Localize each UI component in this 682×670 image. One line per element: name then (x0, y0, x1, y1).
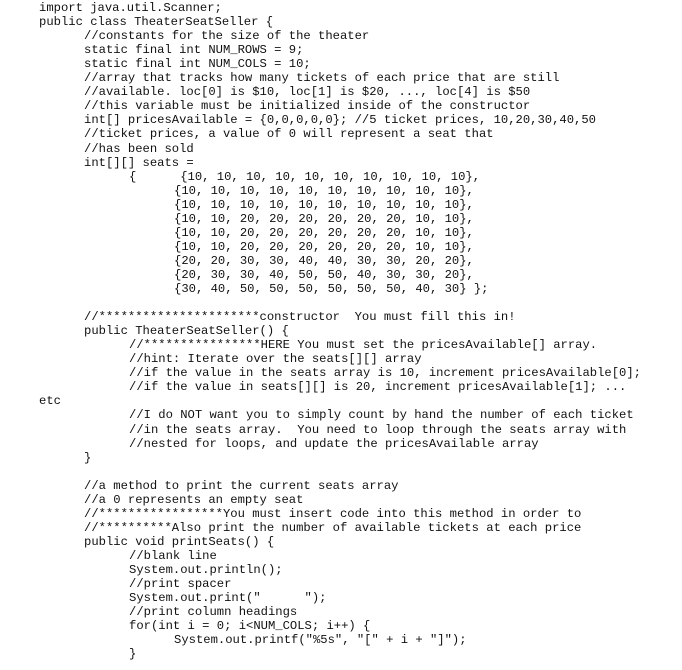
code-line: //I do NOT want you to simply count by hand the number of each ticket (129, 408, 634, 423)
code-line: static final int NUM_ROWS = 9; (84, 43, 304, 58)
code-line: //ticket prices, a value of 0 will represent a seat that (84, 127, 494, 142)
code-line: etc (39, 394, 61, 409)
code-line: //this variable must be initialized inside of the constructor (84, 99, 531, 114)
code-line: //constants for the size of the theater (84, 29, 370, 44)
code-line: //****************HERE You must set the pricesAvailable[] array. (129, 338, 598, 353)
code-line: for(int i = 0; i<NUM_COLS; i++) { (129, 619, 371, 634)
code-line: int[][] seats = (84, 155, 194, 170)
code-line: //print column headings (129, 605, 298, 620)
code-line: //blank line (129, 548, 217, 563)
code-line: //a 0 represents an empty seat (84, 492, 304, 507)
code-line: //**********************constructor You must fill this in! (84, 310, 516, 325)
code-line: {10, 10, 10, 10, 10, 10, 10, 10, 10, 10}, (174, 183, 474, 198)
code-line: //if the value in seats[][] is 20, increment pricesAvailable[1]; ... (129, 380, 627, 395)
code-line: System.out.print(" "); (129, 591, 327, 606)
code-line: //has been sold (84, 141, 194, 156)
code-line: {20, 30, 30, 40, 50, 50, 40, 30, 30, 20}, (174, 267, 474, 282)
code-line: {10, 10, 20, 20, 20, 20, 20, 20, 10, 10}, (174, 239, 474, 254)
code-line: //*****************You must insert code into this method in order to (84, 506, 582, 521)
code-line: //available. loc[0] is $10, loc[1] is $20, ..., loc[4] is $50 (84, 85, 531, 100)
code-line: } (129, 647, 137, 662)
code-line: //print spacer (129, 577, 232, 592)
code-line: System.out.printf("%5s", "[" + i + "]"); (174, 633, 467, 648)
code-line: //in the seats array. You need to loop through the seats array with (129, 422, 627, 437)
code-line: {30, 40, 50, 50, 50, 50, 50, 50, 40, 30} }; (174, 282, 489, 296)
code-line: } (84, 450, 92, 465)
code-line: //array that tracks how many tickets of each price that are still (84, 71, 560, 86)
code-line: public class TheaterSeatSeller { (39, 15, 274, 30)
code-line: {10, 10, 20, 20, 20, 20, 20, 20, 10, 10}, (174, 225, 474, 240)
code-line: //**********Also print the number of available tickets at each price (84, 520, 582, 535)
code-line: public TheaterSeatSeller() { (84, 324, 289, 339)
code-line: //a method to print the current seats array (84, 478, 399, 493)
code-line: {10, 10, 20, 20, 20, 20, 20, 20, 10, 10}, (174, 211, 474, 226)
code-line: //hint: Iterate over the seats[][] array (129, 352, 422, 367)
code-line: static final int NUM_COLS = 10; (84, 57, 311, 72)
code-line: public void printSeats() { (84, 534, 275, 549)
code-line: import java.util.Scanner; (39, 1, 222, 15)
code-line: int[] pricesAvailable = {0,0,0,0,0}; //5 ticket prices, 10,20,30,40,50 (84, 113, 596, 128)
code-line: {20, 20, 30, 30, 40, 40, 30, 30, 20, 20}, (174, 253, 474, 268)
code-line: {10, 10, 10, 10, 10, 10, 10, 10, 10, 10}, (174, 197, 474, 212)
code-line: //nested for loops, and update the pricesAvailable array (129, 436, 539, 451)
code-line: //if the value in the seats array is 10, increment pricesAvailable[0]; (129, 366, 641, 381)
code-line: System.out.println(); (129, 563, 283, 577)
code-line: { {10, 10, 10, 10, 10, 10, 10, 10, 10, 10}, (129, 169, 481, 184)
